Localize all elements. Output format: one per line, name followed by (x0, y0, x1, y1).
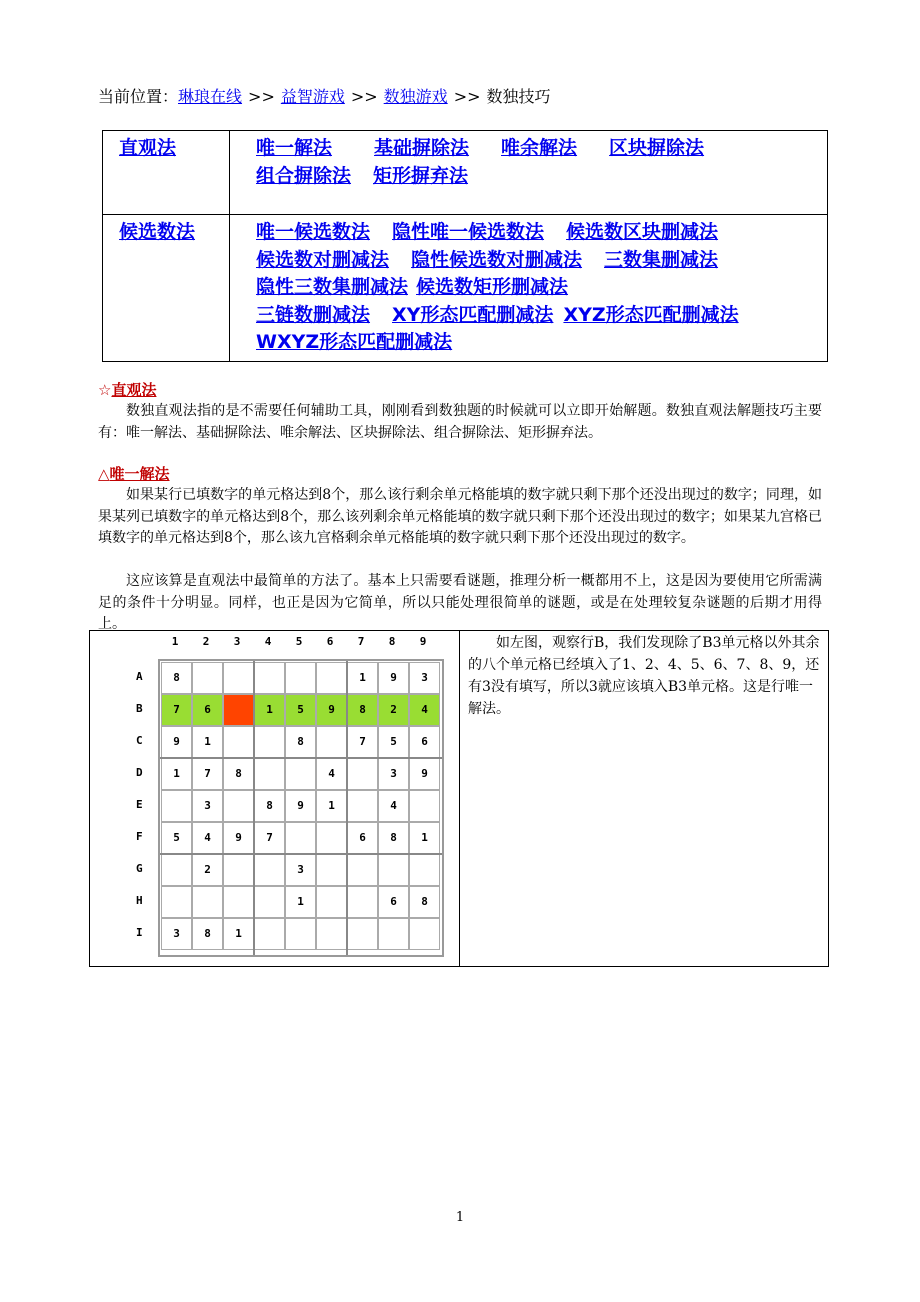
breadcrumb-separator: >> (350, 87, 378, 106)
sudoku-cell: 2 (378, 694, 409, 726)
column-label: 1 (171, 635, 179, 648)
sudoku-cell (285, 918, 316, 950)
section-title: 直观法 (111, 381, 157, 399)
breadcrumb-link-sudoku-games[interactable]: 数独游戏 (383, 87, 448, 106)
sudoku-cell: 9 (409, 758, 440, 790)
row-label: C (136, 734, 143, 747)
nav-row-intuitive (103, 131, 828, 215)
sudoku-cell: 4 (409, 694, 440, 726)
sudoku-cell (161, 886, 192, 918)
sudoku-grid (158, 659, 444, 957)
sudoku-cell (316, 854, 347, 886)
sudoku-cell: 4 (316, 758, 347, 790)
column-label: 4 (264, 635, 272, 648)
sudoku-cell (409, 790, 440, 822)
breadcrumb-link-linlang[interactable]: 琳琅在线 (178, 87, 243, 106)
nav-link[interactable]: 隐性唯一候选数法 (392, 221, 545, 243)
nav-link[interactable]: XY形态匹配删减法 (392, 303, 554, 326)
sudoku-cell: 3 (378, 758, 409, 790)
nav-links-cell (230, 215, 828, 362)
sudoku-cell (347, 918, 378, 950)
sudoku-cell: 9 (223, 822, 254, 854)
sudoku-cell (223, 790, 254, 822)
sudoku-cell (316, 726, 347, 758)
sudoku-cell (192, 662, 223, 694)
nav-links-cell (230, 131, 828, 215)
sudoku-cell (192, 886, 223, 918)
sudoku-cell: 5 (285, 694, 316, 726)
sudoku-cell: 4 (378, 790, 409, 822)
sudoku-cell (161, 790, 192, 822)
sudoku-cell: 3 (192, 790, 223, 822)
sudoku-cell (347, 790, 378, 822)
sudoku-cell: 8 (378, 822, 409, 854)
breadcrumb-separator: >> (453, 87, 481, 106)
sudoku-cell: 4 (192, 822, 223, 854)
unique-paragraph-1: 如果某行已填数字的单元格达到8个，那么该行剩余单元格能填的数字就只剩下那个还没出现过的数字；同理，如果某列已填数字的单元格达到8个，那么该列剩余单元格能填的数字就只剩下那个还没出现过的数字；如果某九宫格已填数字的单元格达到8个，那么该九宫格剩余单元格能填的数字就只剩下那个还没出现过的数字。 (98, 487, 822, 546)
sudoku-cell: 1 (161, 758, 192, 790)
nav-category-cell (103, 215, 230, 362)
nav-link[interactable]: 唯一解法 (256, 137, 333, 159)
nav-link[interactable]: 唯一候选数法 (256, 221, 371, 243)
sudoku-cell: 7 (192, 758, 223, 790)
sudoku-cell: 6 (409, 726, 440, 758)
sudoku-cell (223, 726, 254, 758)
breadcrumb-separator: >> (248, 87, 275, 106)
nav-link[interactable]: WXYZ形态匹配删减法 (256, 331, 453, 353)
nav-link[interactable]: 三数集删减法 (604, 248, 719, 271)
sudoku-cell: 9 (316, 694, 347, 726)
nav-link[interactable]: 基础摒除法 (374, 137, 470, 159)
row-label: B (136, 702, 143, 715)
triangle-icon: △ (98, 465, 110, 483)
sudoku-cell (347, 886, 378, 918)
sudoku-cell: 1 (285, 886, 316, 918)
column-label: 9 (419, 635, 427, 648)
example-divider (459, 631, 460, 966)
sudoku-cell: 8 (161, 662, 192, 694)
column-label: 8 (388, 635, 396, 648)
sudoku-cell (223, 662, 254, 694)
sudoku-cell (316, 822, 347, 854)
box-divider (160, 757, 442, 759)
column-label: 6 (326, 635, 334, 648)
sudoku-cell (316, 886, 347, 918)
section-heading-unique (98, 464, 170, 484)
box-divider (253, 661, 255, 955)
sudoku-cell: 1 (192, 726, 223, 758)
sudoku-cell: 8 (254, 790, 285, 822)
sudoku-cell (223, 694, 254, 726)
sudoku-cell: 3 (285, 854, 316, 886)
sudoku-cell: 9 (161, 726, 192, 758)
sudoku-cell (254, 854, 285, 886)
sudoku-cell (254, 918, 285, 950)
sudoku-cell: 8 (192, 918, 223, 950)
example-explanation: 如左图，观察行B，我们发现除了B3单元格以外其余的八个单元格已经填入了1、2、4、5、6、7、8、9，还有3没有填写，所以3就应该填入B3单元格。这是行唯一解法。 (468, 635, 820, 717)
sudoku-cell (285, 758, 316, 790)
sudoku-cell: 1 (316, 790, 347, 822)
nav-link[interactable]: 矩形摒弃法 (373, 164, 469, 187)
sudoku-cell (254, 726, 285, 758)
section-heading-intuitive (98, 380, 156, 400)
page-number: 1 (455, 1210, 465, 1225)
box-divider (160, 853, 442, 855)
sudoku-cell: 5 (378, 726, 409, 758)
sudoku-cell: 1 (409, 822, 440, 854)
sudoku-cell (254, 758, 285, 790)
nav-link[interactable]: XYZ形态匹配删减法 (563, 303, 739, 326)
sudoku-cell: 6 (347, 822, 378, 854)
row-label: H (136, 894, 143, 907)
sudoku-cell: 8 (409, 886, 440, 918)
row-label: G (136, 862, 143, 875)
sudoku-cell (223, 854, 254, 886)
sudoku-cell (223, 886, 254, 918)
sudoku-cell: 7 (347, 726, 378, 758)
sudoku-cell (378, 854, 409, 886)
sudoku-cell: 9 (378, 662, 409, 694)
breadcrumb-prefix: 当前位置： (98, 87, 179, 106)
nav-category-cell (103, 131, 230, 215)
sudoku-cell (378, 918, 409, 950)
sudoku-cell: 6 (378, 886, 409, 918)
sudoku-cell (316, 918, 347, 950)
intuitive-paragraph: 数独直观法指的是不需要任何辅助工具，刚刚看到数独题的时候就可以立即开始解题。数独直观法解题技巧主要有：唯一解法、基础摒除法、唯余解法、区块摒除法、组合摒除法、矩形摒弃法。 (98, 403, 822, 441)
nav-link[interactable]: 候选数区块删减法 (566, 221, 719, 243)
sudoku-cell: 1 (254, 694, 285, 726)
nav-link[interactable]: 隐性候选数对删减法 (411, 248, 583, 271)
row-label: E (136, 798, 143, 811)
sudoku-cell (285, 662, 316, 694)
column-label: 2 (202, 635, 210, 648)
sudoku-cell: 8 (347, 694, 378, 726)
sudoku-cell: 3 (161, 918, 192, 950)
sudoku-cell (347, 758, 378, 790)
row-label: F (136, 830, 143, 843)
row-label: D (136, 766, 143, 779)
sudoku-cell (316, 662, 347, 694)
breadcrumb (98, 86, 551, 108)
nav-link[interactable]: 候选数矩形删减法 (416, 276, 569, 298)
sudoku-cell (161, 854, 192, 886)
sudoku-cell (254, 886, 285, 918)
nav-link[interactable]: 隐性三数集删减法 (256, 276, 409, 298)
breadcrumb-link-puzzle-games[interactable]: 益智游戏 (280, 87, 345, 106)
sudoku-cell: 5 (161, 822, 192, 854)
example-table (89, 630, 829, 967)
sudoku-cell: 2 (192, 854, 223, 886)
breadcrumb-current: 数独技巧 (486, 87, 551, 106)
sudoku-cell: 7 (161, 694, 192, 726)
column-label: 3 (233, 635, 241, 648)
sudoku-cell: 8 (285, 726, 316, 758)
column-label: 7 (357, 635, 365, 648)
nav-category-candidates[interactable]: 候选数法 (119, 221, 196, 243)
sudoku-cell: 1 (223, 918, 254, 950)
nav-link[interactable]: 候选数对删减法 (256, 248, 390, 271)
sudoku-cell (347, 854, 378, 886)
technique-nav-table (102, 130, 828, 362)
nav-category-intuitive[interactable]: 直观法 (119, 137, 177, 159)
sudoku-cell (409, 918, 440, 950)
sudoku-cell: 7 (254, 822, 285, 854)
star-icon: ☆ (98, 381, 112, 399)
column-label: 5 (295, 635, 303, 648)
sudoku-cell (285, 822, 316, 854)
nav-link[interactable]: 组合摒除法 (256, 164, 352, 187)
box-divider (346, 661, 348, 955)
nav-link[interactable]: 三链数删减法 (256, 303, 371, 326)
nav-link[interactable]: 区块摒除法 (609, 137, 705, 159)
sudoku-cell: 6 (192, 694, 223, 726)
row-label: A (136, 670, 143, 683)
nav-link[interactable]: 唯余解法 (501, 137, 578, 159)
sudoku-cell (409, 854, 440, 886)
section-title: 唯一解法 (109, 465, 170, 483)
unique-paragraph-2: 这应该算是直观法中最简单的方法了。基本上只需要看谜题，推理分析一概都用不上，这是因为要使用它所需满足的条件十分明显。同样，也正是因为它简单，所以只能处理很简单的谜题，或是在处理较复杂谜题的后期才用得上。 (98, 573, 822, 632)
row-label: I (136, 926, 143, 939)
nav-row-candidates (103, 215, 828, 362)
sudoku-cell: 9 (285, 790, 316, 822)
sudoku-cell: 3 (409, 662, 440, 694)
sudoku-cell: 1 (347, 662, 378, 694)
sudoku-cell: 8 (223, 758, 254, 790)
sudoku-cell (254, 662, 285, 694)
